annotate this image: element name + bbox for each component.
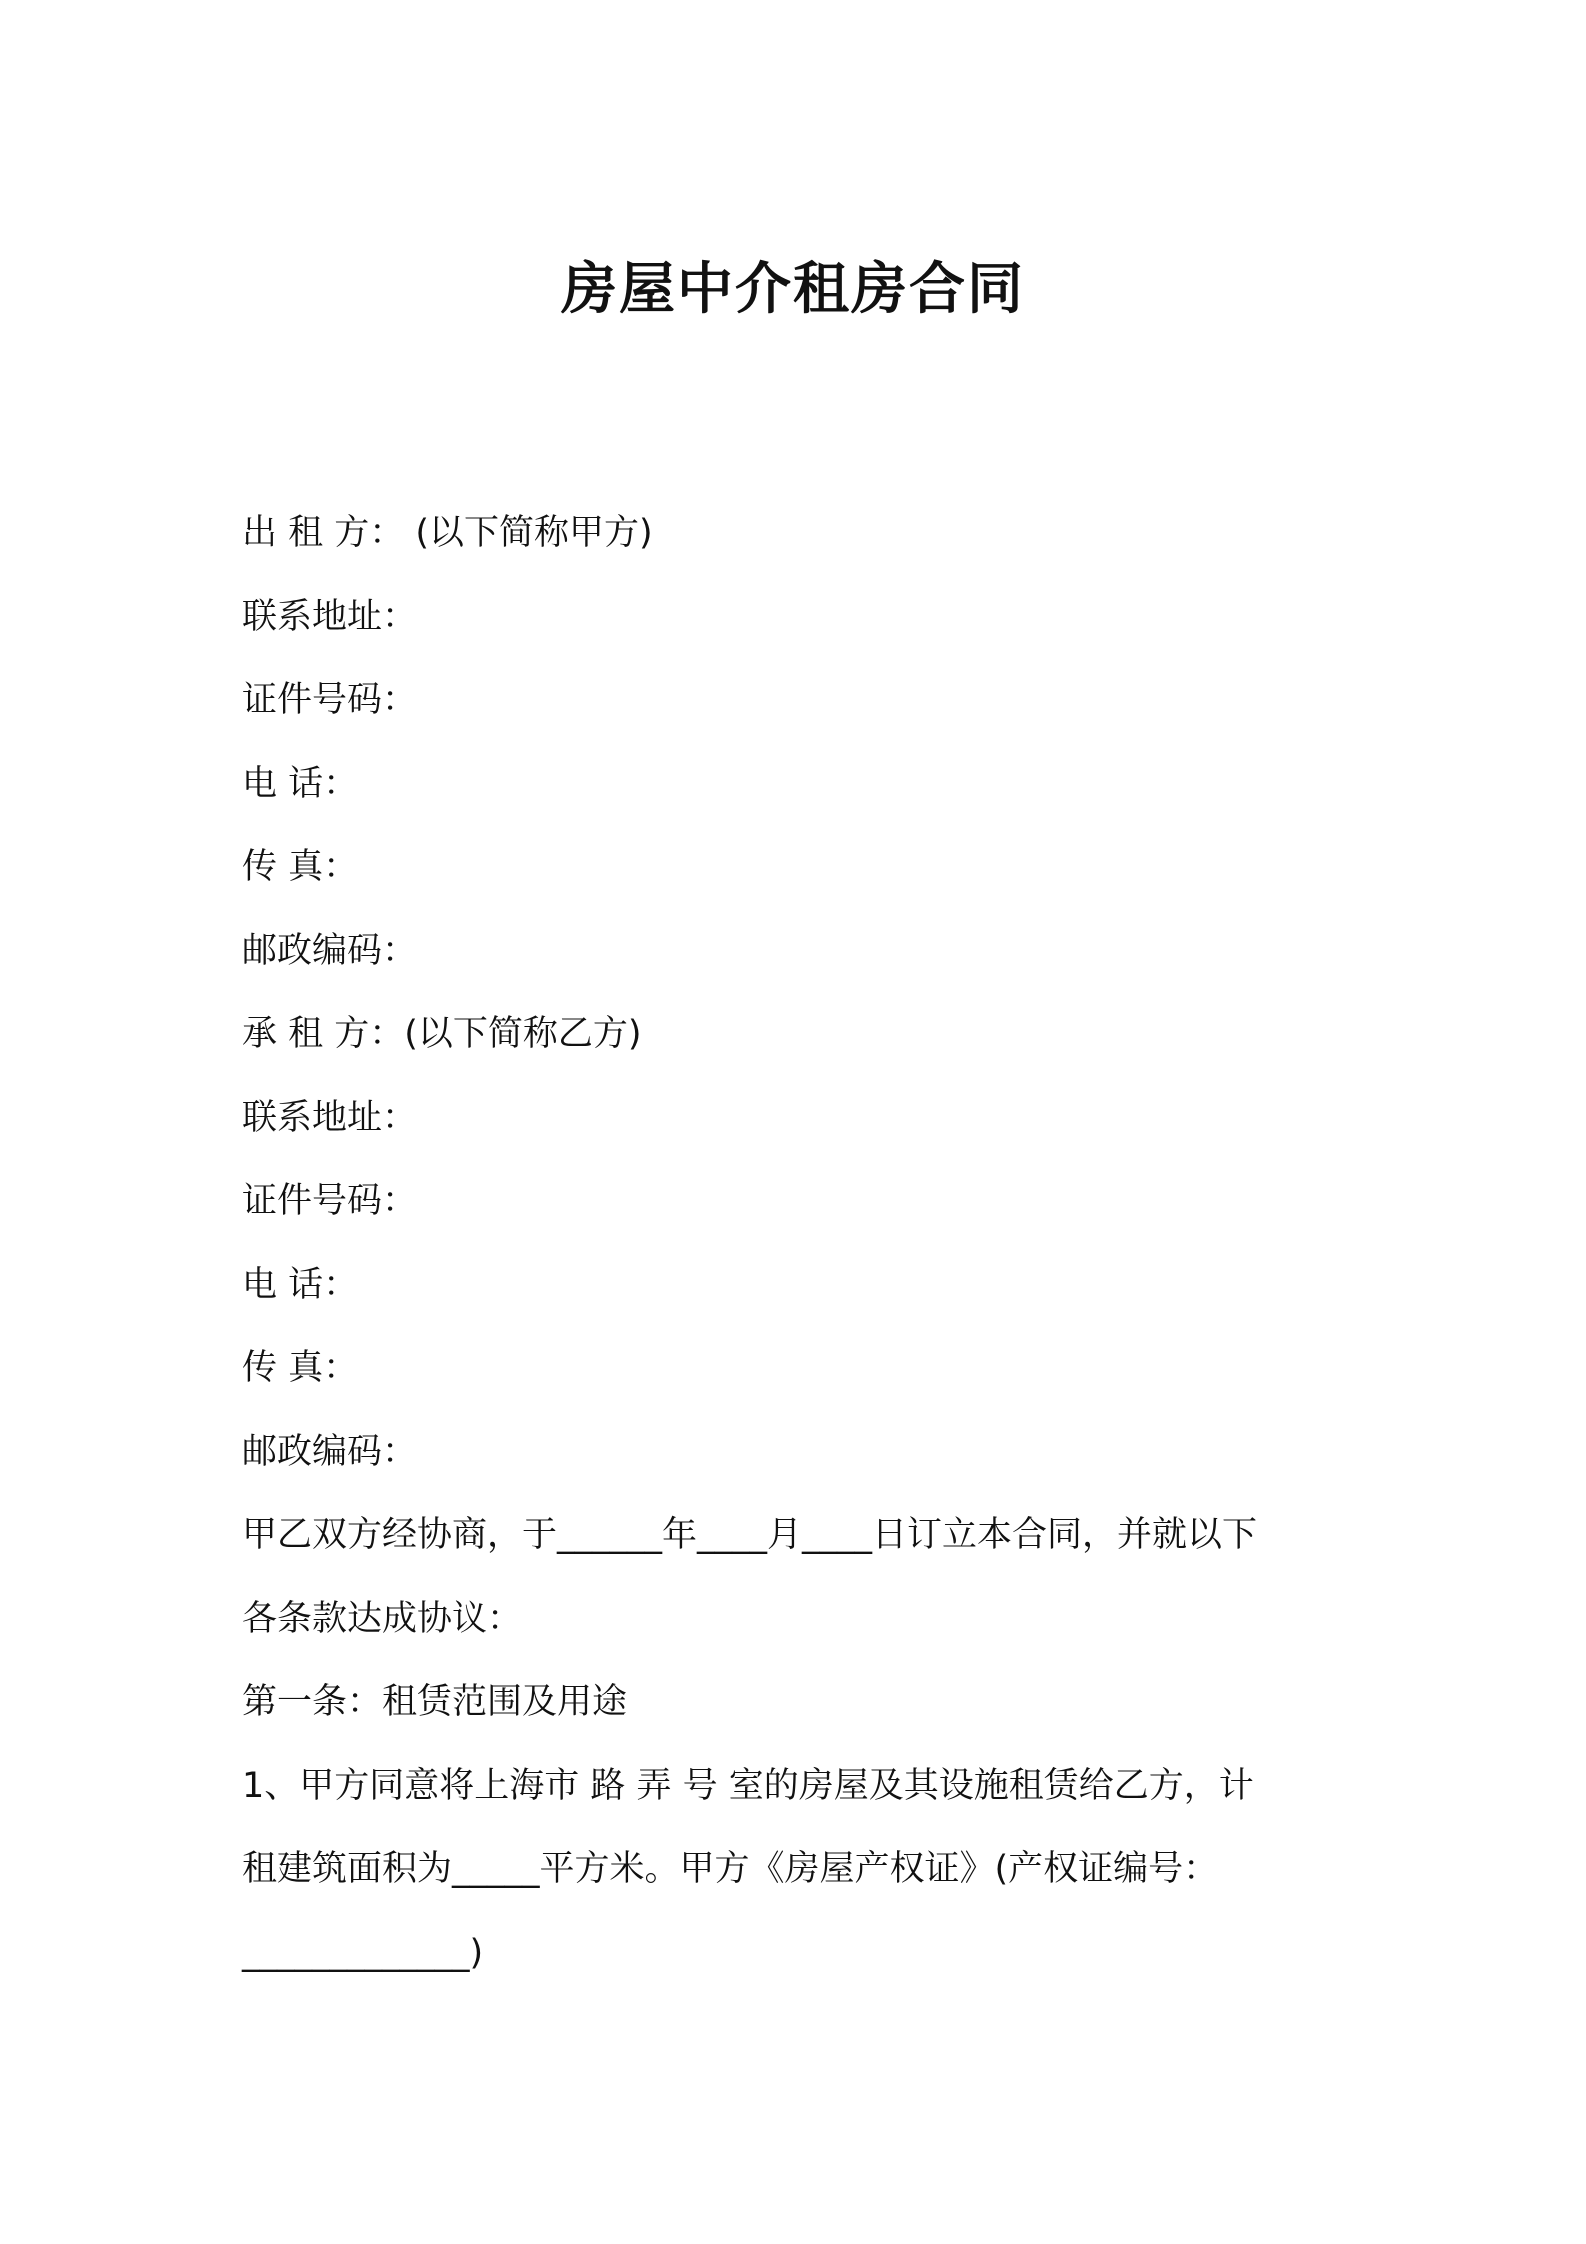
- lessee-postcode-line: 邮政编码：: [242, 1431, 418, 1472]
- article-one-heading: 第一条：租赁范围及用途: [242, 1682, 628, 1722]
- lessee-phone-line: 电 话：: [242, 1264, 359, 1305]
- lessor-postcode-line: 邮政编码：: [242, 930, 418, 971]
- lessee-line: 承 租 方：(以下简称乙方): [242, 1014, 642, 1054]
- lessor-phone-line: 电 话：: [242, 763, 359, 804]
- lessor-address-line: 联系地址：: [242, 596, 418, 637]
- agreement-terms-line: 各条款达成协议：: [242, 1598, 523, 1639]
- lessee-id-line: 证件号码：: [242, 1181, 418, 1221]
- agreement-date-line: 甲乙双方经协商，于______年____月____日订立本合同，并就以下: [242, 1515, 1258, 1555]
- lessee-address-line: 联系地址：: [242, 1097, 418, 1138]
- document-title: 房屋中介租房合同: [561, 257, 1025, 322]
- lessor-line: 出 租 方： (以下简称甲方): [242, 513, 653, 553]
- property-certificate-number-line: _____________): [242, 1932, 484, 1973]
- document-body: [242, 492, 1362, 1995]
- article-one-clause-1: 1、甲方同意将上海市 路 弄 号 室的房屋及其设施租赁给乙方，计: [242, 1765, 1254, 1806]
- lessor-fax-line: 传 真：: [242, 847, 359, 887]
- lessee-fax-line: 传 真：: [242, 1348, 359, 1388]
- lessor-id-line: 证件号码：: [242, 680, 418, 720]
- article-one-clause-1-continued: 租建筑面积为_____平方米。甲方《房屋产权证》(产权证编号：: [242, 1849, 1219, 1889]
